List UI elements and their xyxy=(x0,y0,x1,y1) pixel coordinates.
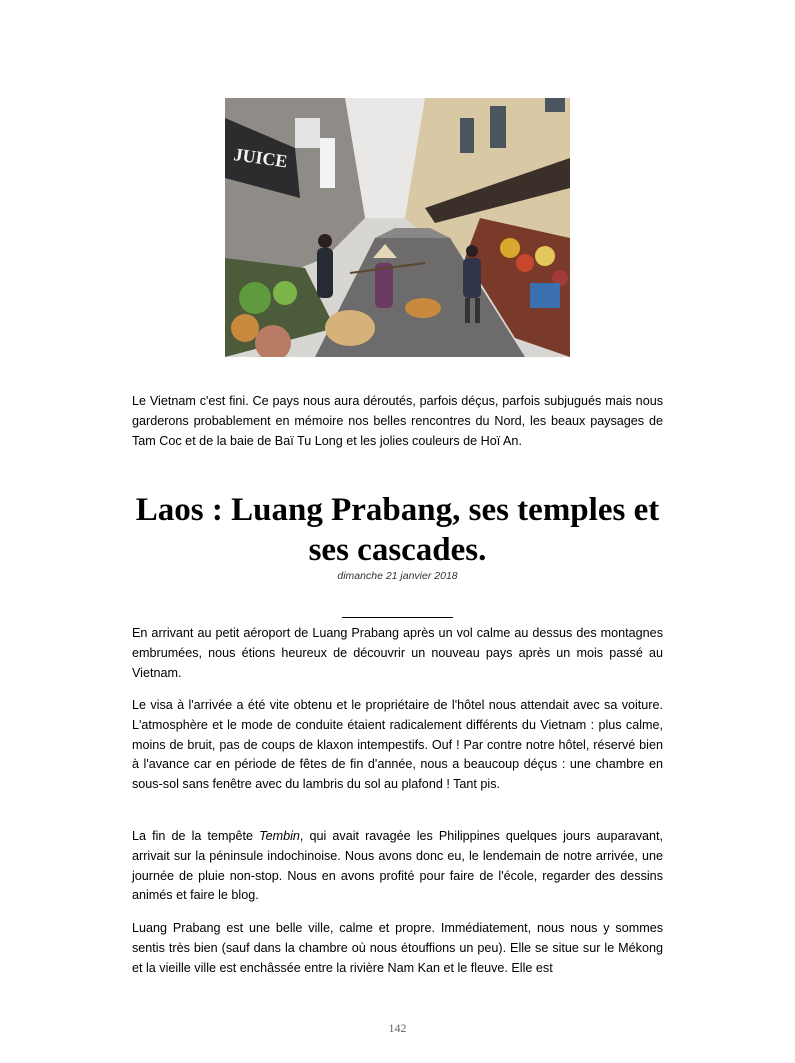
paragraph-arrival: En arrivant au petit aéroport de Luang Prabang après un vol calme au dessus des montagnes embrumées, nous étions heureux de découvrir un nouveau pays après un mois passé au Vietnam. xyxy=(132,626,663,680)
storm-name: Tembin xyxy=(259,829,300,843)
storm-text-after: , qui avait ravagée les Philippines quelques jours auparavant, arrivait sur la péninsule indochinoise. Nous avons donc eu, le lendemain de notre arrivée, une journée de pluie non-stop. Nous en avons profité pour faire de l'école, regarder des dessins animés et faire le blog. xyxy=(132,829,663,903)
page-number: 142 xyxy=(388,1021,407,1035)
street-scene-illustration xyxy=(225,98,570,357)
paragraph-luang-prabang: Luang Prabang est une belle ville, calme et propre. Immédiatement, nous nous y sommes sentis très bien (sauf dans la chambre où nous étouffions un peu). Elle se situe sur le Mékong et la vieille ville est enchâssée entre la rivière Nam Kan et le fleuve. Elle est xyxy=(132,921,663,975)
shop-sign: JUICE xyxy=(232,144,289,172)
title-divider xyxy=(342,617,453,618)
paragraph-storm xyxy=(132,827,663,906)
street-market-photo xyxy=(225,98,570,357)
post-date: dimanche 21 janvier 2018 xyxy=(337,570,458,582)
storm-text-before: La fin de la tempête xyxy=(132,829,260,843)
post-title: Laos : Luang Prabang, ses temples et ses cascades. xyxy=(135,492,660,568)
intro-paragraph: Le Vietnam c'est fini. Ce pays nous aura déroutés, parfois déçus, parfois subjugués mais nous garderons probablement en mémoire nos belles rencontres du Nord, les beaux paysages de Tam Coc et de la baie de Baï Tu Long et les jolies couleurs de Hoï An. xyxy=(132,394,663,448)
paragraph-visa: Le visa à l'arrivée a été vite obtenu et le propriétaire de l'hôtel nous attendait avec sa voiture. L'atmosphère et le mode de conduite étaient radicalement différents du Vietnam : plus calme, moins de bruit, pas de coups de klaxon intempestifs. Ouf ! Par contre notre hôtel, réservé bien à l'avance car en période de fêtes de fin d'année, nous a beaucoup déçus : une chambre en sous-sol sans fenêtre avec du lambris du sol au plafond ! Tant pis. xyxy=(132,698,663,792)
